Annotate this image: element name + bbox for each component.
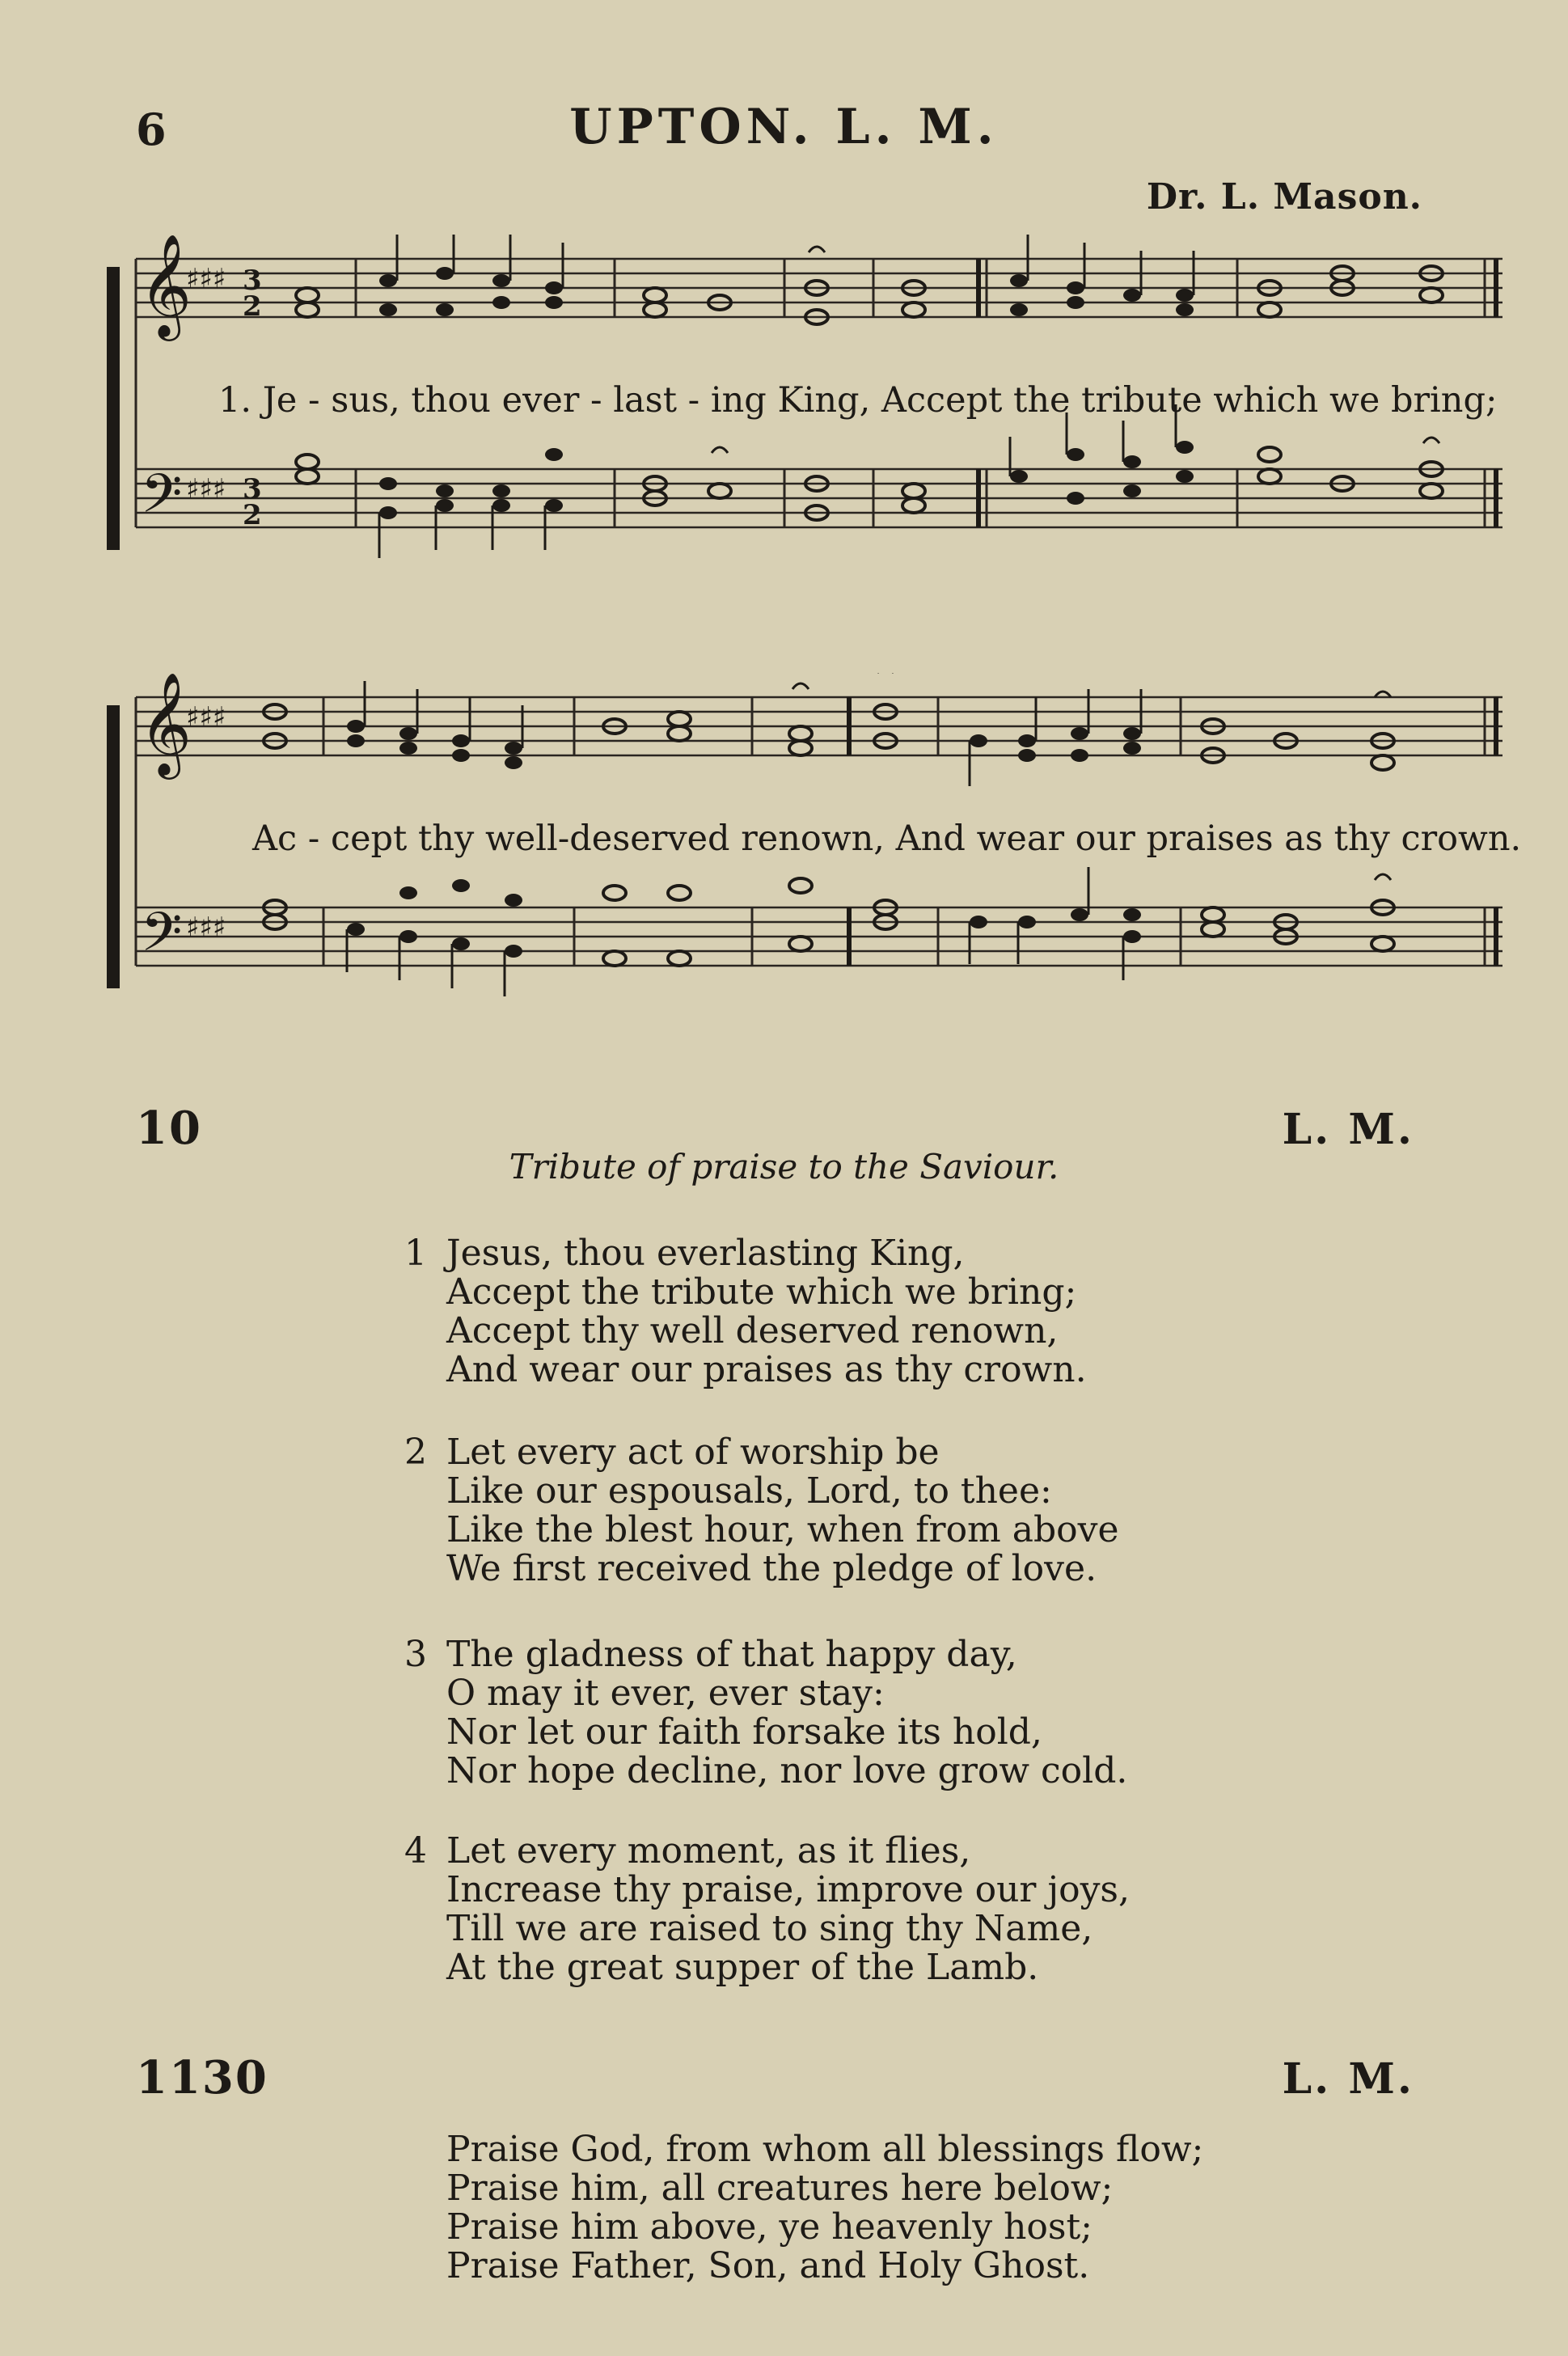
stanza-number: 1 (404, 1233, 427, 1274)
svg-text:𝄢: 𝄢 (141, 463, 183, 538)
stanza-number: 2 (404, 1432, 427, 1473)
doxology-line: Praise God, from whom all blessings flow; (446, 2129, 1204, 2170)
stanza-line: Like our espousals, Lord, to thee: (446, 1470, 1052, 1512)
stanza-line: We first received the pledge of love. (446, 1548, 1097, 1589)
system-1-lyric: 1. Je - sus, thou ever - last - ing King, Accept the tribute which we bring; (218, 380, 1498, 421)
svg-text:3: 3 (243, 264, 262, 297)
stanza-number: 4 (404, 1830, 427, 1872)
svg-text:♯♯♯: ♯♯♯ (186, 473, 226, 505)
svg-text:2: 2 (243, 290, 262, 323)
svg-text:𝄢: 𝄢 (141, 901, 183, 976)
stanza-line: Accept thy well deserved renown, (446, 1310, 1059, 1351)
svg-text:3: 3 (243, 473, 262, 505)
svg-text:𝄞: 𝄞 (139, 673, 192, 775)
stanza-1 (404, 1234, 1087, 1389)
svg-text:♯♯♯: ♯♯♯ (186, 263, 226, 295)
stanza-line: Increase thy praise, improve our joys, (446, 1869, 1131, 1910)
stanza-3 (404, 1635, 1127, 1791)
svg-text:♯♯♯: ♯♯♯ (186, 701, 226, 734)
stanza-line: And wear our praises as thy crown. (446, 1349, 1087, 1390)
svg-text:𝄞: 𝄞 (139, 235, 192, 336)
doxology (446, 2130, 1203, 2286)
hymn-meter: L. M. (1282, 1105, 1414, 1154)
stanza-line: Till we are raised to sing thy Name, (446, 1908, 1093, 1949)
stanza-line: Like the blest hour, when from above (446, 1509, 1119, 1550)
doxology-line: Praise Father, Son, and Holy Ghost. (446, 2245, 1090, 2286)
stanza-line: Let every moment, as it flies, (446, 1830, 971, 1872)
stanza-line: Nor hope decline, nor love grow cold. (446, 1750, 1128, 1791)
composer-credit: Dr. L. Mason. (1146, 176, 1422, 218)
svg-text:♯♯♯: ♯♯♯ (186, 912, 226, 944)
hymn-number-1130: 1130 (136, 2051, 268, 2104)
hymn-subtitle: Tribute of praise to the Saviour. (509, 1147, 1059, 1186)
svg-text:2: 2 (243, 499, 262, 531)
doxology-line: Praise him, all creatures here below; (446, 2168, 1114, 2209)
stanza-line: Let every act of worship be (446, 1432, 940, 1473)
stanza-line: Nor let our faith forsake its hold, (446, 1711, 1042, 1753)
stanza-line: The gladness of that happy day, (446, 1634, 1017, 1675)
hymn-meter-1130: L. M. (1282, 2054, 1414, 2104)
doxology-line: Praise him above, ye heavenly host; (446, 2206, 1093, 2248)
stanza-line: Accept the tribute which we bring; (446, 1271, 1077, 1313)
system-2-lyric: Ac - cept thy well-deserved renown, And wear our praises as thy crown. (252, 818, 1522, 859)
tune-title: UPTON. L. M. (569, 99, 999, 155)
stanza-line: O may it ever, ever stay: (446, 1673, 885, 1714)
stanza-line: At the great supper of the Lamb. (446, 1947, 1039, 1988)
stanza-number: 3 (404, 1634, 427, 1675)
stanza-line: Jesus, thou everlasting King, (446, 1233, 965, 1274)
hymn-number: 10 (136, 1102, 202, 1155)
page-number: 6 (136, 104, 167, 155)
stanza-4 (404, 1832, 1130, 1987)
stanza-2 (404, 1433, 1119, 1588)
